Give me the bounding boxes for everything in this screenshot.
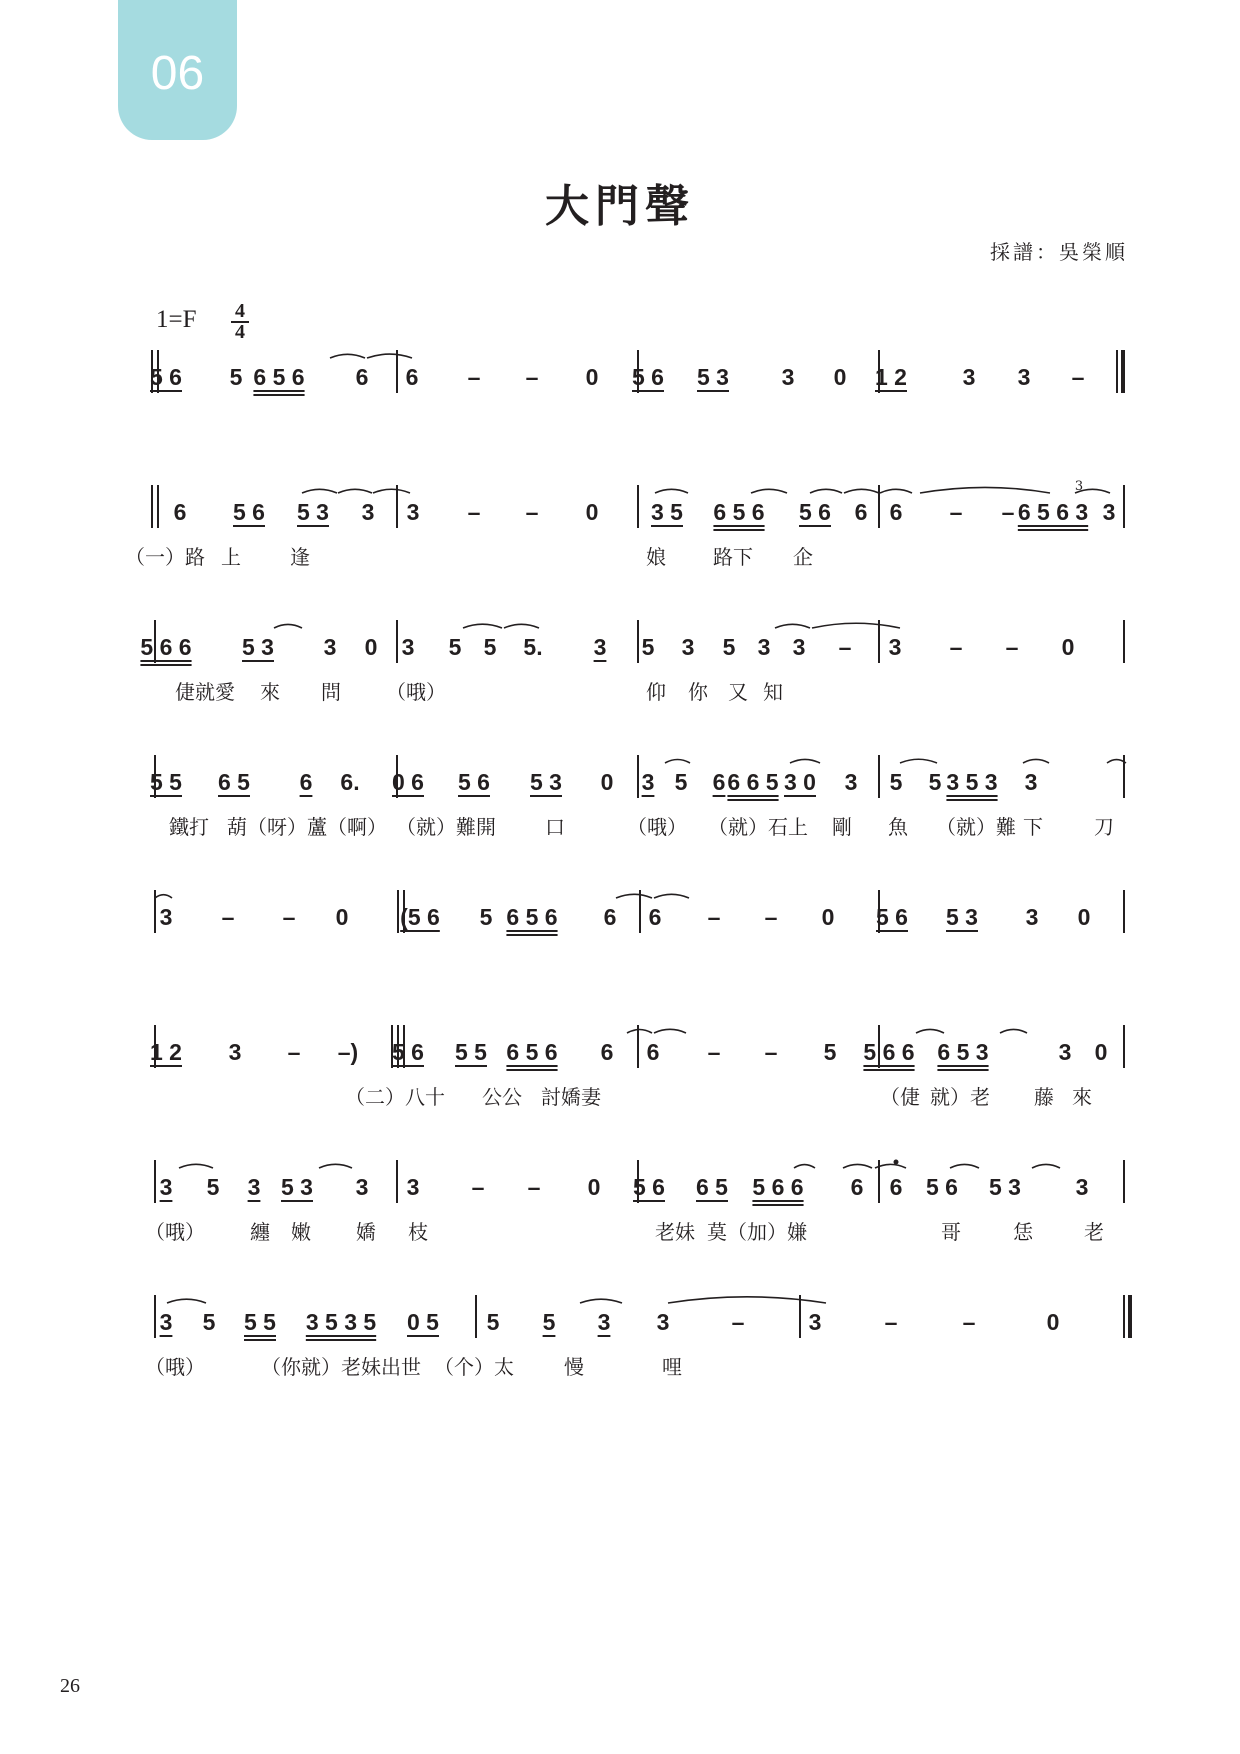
note-group: 3 xyxy=(159,1174,173,1200)
lyric-syllable: （就）難開 xyxy=(396,815,496,839)
note-group: 3 xyxy=(844,769,858,795)
note-group: 6 5 6 xyxy=(506,904,558,930)
slur xyxy=(504,624,539,628)
note-group: 3 xyxy=(1024,769,1038,795)
note-group: 3 xyxy=(1102,499,1116,525)
note-group: 3 xyxy=(1058,1039,1072,1065)
note-group: – xyxy=(1005,634,1019,660)
note-group: – xyxy=(527,1174,541,1200)
note-group: 5 xyxy=(889,769,903,795)
lyric-syllable: 逢 xyxy=(290,545,310,569)
note-group: 5 6 6 xyxy=(752,1174,804,1200)
transcriber-credit: 採譜：吳榮順 xyxy=(990,240,1128,264)
lyric-syllable: （就）難 xyxy=(936,815,1016,839)
slur xyxy=(844,489,879,493)
lyric-groups xyxy=(125,545,1114,1379)
lyric-syllable: 哩 xyxy=(662,1355,682,1379)
slur xyxy=(319,1164,352,1168)
note-group: – xyxy=(467,364,481,390)
note-group: 5 xyxy=(202,1309,216,1335)
note-group: 6 5 6 xyxy=(713,499,765,525)
lyric-syllable: 倢就愛 xyxy=(175,680,235,704)
note-group: 6 xyxy=(405,364,419,390)
slur xyxy=(751,489,787,493)
note-group: 0 xyxy=(1094,1039,1108,1065)
note-group: – xyxy=(1071,364,1085,390)
note-group: 5. xyxy=(523,634,543,660)
time-signature-top: 4 xyxy=(235,300,245,322)
note-group: 3 xyxy=(641,769,655,795)
lyric-syllable: 恁 xyxy=(1013,1220,1033,1244)
notation-groups xyxy=(140,364,1115,1335)
note-group: 5 6 xyxy=(150,364,182,390)
lyric-syllable: 嬌 xyxy=(356,1220,376,1244)
note-group: 3 5 3 xyxy=(946,769,998,795)
slur xyxy=(302,489,337,493)
note-group: 3 xyxy=(656,1309,670,1335)
lyric-syllable: 莫（加）嫌 xyxy=(707,1220,807,1244)
note-group: – xyxy=(962,1309,976,1335)
fermata-dot xyxy=(894,1160,899,1165)
slur xyxy=(950,1164,979,1168)
note-group: 5 xyxy=(479,904,493,930)
note-group: 3 xyxy=(361,499,375,525)
note-group: – xyxy=(525,364,539,390)
note-group: – xyxy=(949,634,963,660)
note-group: 3 xyxy=(159,1309,173,1335)
slur xyxy=(900,759,937,763)
slur xyxy=(812,623,900,628)
lyric-syllable: 又 xyxy=(728,680,748,704)
note-group: 6 xyxy=(854,499,868,525)
lyric-syllable: 問 xyxy=(321,680,341,704)
note-group: 6 xyxy=(355,364,369,390)
note-group: – xyxy=(764,1039,778,1065)
lyric-syllable: 上 xyxy=(221,545,241,569)
note-group: 5 xyxy=(448,634,462,660)
note-group: 6 xyxy=(600,1039,614,1065)
note-group: – xyxy=(1001,499,1015,525)
note-group: – xyxy=(467,499,481,525)
slur xyxy=(654,1029,686,1033)
lyric-syllable: 企 xyxy=(793,545,813,569)
note-group: –) xyxy=(337,1039,359,1065)
note-group: – xyxy=(731,1309,745,1335)
note-group: 3 5 3 5 xyxy=(305,1309,377,1335)
slur xyxy=(668,1297,826,1303)
note-group: 5 xyxy=(229,364,243,390)
slur xyxy=(167,1299,206,1303)
note-group: 0 xyxy=(585,364,599,390)
slur xyxy=(373,489,410,493)
note-group: – xyxy=(471,1174,485,1200)
lyric-syllable: 鐵打 xyxy=(169,815,209,839)
lyric-syllable: 知 xyxy=(763,680,783,704)
slur xyxy=(775,624,810,628)
note-group: 6 5 6 xyxy=(506,1039,558,1065)
note-group: 0 xyxy=(821,904,835,930)
lyric-syllable: 娘 xyxy=(646,545,666,569)
note-group: 3 xyxy=(355,1174,369,1200)
note-group: 3 xyxy=(593,634,607,660)
note-group: 0 xyxy=(1046,1309,1060,1335)
note-group: 6 5 xyxy=(218,769,250,795)
lyric-syllable: （哦） xyxy=(145,1355,205,1379)
lyric-syllable: 哥 xyxy=(941,1220,961,1244)
lyric-syllable: 你 xyxy=(688,680,708,704)
note-group: 3 0 xyxy=(784,769,816,795)
note-group: 3 xyxy=(597,1309,611,1335)
note-group: 5 6 xyxy=(876,904,908,930)
note-group: 3 xyxy=(962,364,976,390)
lyric-syllable: （哦） xyxy=(145,1220,205,1244)
lyric-syllable: 路下 xyxy=(713,545,753,569)
note-group: 3 xyxy=(781,364,795,390)
lyric-syllable: 就）老 xyxy=(930,1085,990,1109)
note-group: 3 5 xyxy=(651,499,683,525)
note-group: 3 xyxy=(1075,1174,1089,1200)
lyric-syllable: 口 xyxy=(545,815,565,839)
note-group: 0 xyxy=(1077,904,1091,930)
note-group: 5 xyxy=(674,769,688,795)
note-group: 5 3 xyxy=(297,499,329,525)
note-group: – xyxy=(525,499,539,525)
lyric-syllable: （就）石上 xyxy=(708,815,808,839)
lyric-syllable: 下 xyxy=(1023,815,1043,839)
note-group: 6 xyxy=(299,769,313,795)
slur xyxy=(155,895,172,898)
time-signature-bottom: 4 xyxy=(235,321,245,343)
slur xyxy=(463,624,502,628)
slur xyxy=(810,489,842,493)
lyric-syllable: 剛 xyxy=(832,815,852,839)
note-group: 3 xyxy=(757,634,771,660)
note-group: 6 5 6 3 xyxy=(1017,499,1089,525)
note-group: 5 xyxy=(486,1309,500,1335)
lyric-syllable: 公公 xyxy=(482,1085,522,1109)
note-group: 6 xyxy=(173,499,187,525)
note-group: 3 xyxy=(1025,904,1039,930)
slur xyxy=(274,624,302,628)
note-group: 6 xyxy=(648,904,662,930)
slur xyxy=(330,354,365,358)
lyric-syllable: 魚 xyxy=(888,815,908,839)
note-group: 6 xyxy=(850,1174,864,1200)
slur xyxy=(580,1299,622,1303)
note-group: 1 2 xyxy=(150,1039,182,1065)
slur xyxy=(338,489,372,493)
slur xyxy=(665,760,690,764)
slur xyxy=(655,489,688,493)
note-group: 0 xyxy=(364,634,378,660)
note-group: – xyxy=(884,1309,898,1335)
note-group: 5 xyxy=(483,634,497,660)
triplet-mark: 3 xyxy=(1074,479,1084,494)
note-group: – xyxy=(838,634,852,660)
note-group: 6 xyxy=(712,769,726,795)
note-group: 3 xyxy=(159,904,173,930)
lyric-syllable: 藤 xyxy=(1034,1085,1054,1109)
lyric-syllable: 葫（呀）蘆（啊） xyxy=(227,815,387,839)
lyric-syllable: 討嬌妻 xyxy=(541,1085,601,1109)
note-group: – xyxy=(287,1039,301,1065)
note-group: – xyxy=(707,904,721,930)
note-group: 5 6 xyxy=(632,364,664,390)
note-group: 5 3 xyxy=(530,769,562,795)
slur xyxy=(794,1165,815,1168)
note-group: 5 6 6 xyxy=(863,1039,915,1065)
note-group: 0 xyxy=(587,1174,601,1200)
lyric-syllable: 老妹 xyxy=(655,1220,695,1244)
lyric-syllable: （你就）老妹出世 xyxy=(261,1355,421,1379)
note-group: 3 xyxy=(406,1174,420,1200)
note-group: 6 xyxy=(889,499,903,525)
slur xyxy=(916,1029,944,1033)
lyric-syllable: （二）八十 xyxy=(345,1085,445,1109)
note-group: 3 xyxy=(808,1309,822,1335)
section-number: 06 xyxy=(150,47,205,100)
note-group: 3 xyxy=(792,634,806,660)
slur xyxy=(880,489,912,493)
note-group: 6. xyxy=(340,769,360,795)
lyric-syllable: （倢 xyxy=(880,1085,920,1109)
lyric-syllable: 枝 xyxy=(408,1220,428,1244)
slur xyxy=(179,1164,213,1168)
note-group: 5 3 xyxy=(946,904,978,930)
lyric-syllable: 來 xyxy=(260,680,280,704)
note-group: 5 3 xyxy=(281,1174,313,1200)
note-group: 6 5 3 xyxy=(937,1039,989,1065)
lyric-syllable: 仰 xyxy=(646,680,666,704)
note-group: 3 xyxy=(401,634,415,660)
note-group: – xyxy=(949,499,963,525)
slur xyxy=(790,759,820,763)
note-group: 5 xyxy=(641,634,655,660)
note-group: 5 6 xyxy=(926,1174,958,1200)
lyric-syllable: 來 xyxy=(1072,1085,1092,1109)
note-group: 6 5 xyxy=(696,1174,728,1200)
note-group: 3 xyxy=(228,1039,242,1065)
note-group: (5 6 xyxy=(400,904,440,930)
note-group: 5 3 xyxy=(242,634,274,660)
slur xyxy=(627,1030,652,1034)
slur xyxy=(1023,759,1049,763)
note-group: 3 xyxy=(681,634,695,660)
note-group: 0 6 xyxy=(392,769,424,795)
note-group: – xyxy=(764,904,778,930)
lyric-syllable: 纏 xyxy=(250,1220,270,1244)
note-group: 5 6 6 xyxy=(140,634,192,660)
slur xyxy=(1000,1029,1027,1033)
note-group: 6 6 5 xyxy=(727,769,779,795)
note-group: 5 6 xyxy=(233,499,265,525)
note-group: 0 xyxy=(585,499,599,525)
note-group: 5 5 xyxy=(150,769,182,795)
slur xyxy=(843,1164,872,1168)
lyric-syllable: （个）太 xyxy=(434,1355,514,1379)
note-group: 5 xyxy=(542,1309,556,1335)
slur xyxy=(616,894,652,898)
slur xyxy=(367,354,412,358)
note-group: 5 xyxy=(206,1174,220,1200)
lyric-syllable: 慢 xyxy=(564,1355,584,1379)
note-group: 6 5 6 xyxy=(253,364,305,390)
note-group: 0 xyxy=(1061,634,1075,660)
note-group: 1 2 xyxy=(875,364,907,390)
note-group: 0 xyxy=(833,364,847,390)
note-group: 5 5 xyxy=(244,1309,276,1335)
note-group: 3 xyxy=(247,1174,261,1200)
song-title: 大門聲 xyxy=(545,181,695,232)
note-group: 6 xyxy=(646,1039,660,1065)
lyric-syllable: 嫩 xyxy=(291,1220,311,1244)
note-group: 3 xyxy=(888,634,902,660)
note-group: – xyxy=(707,1039,721,1065)
note-group: – xyxy=(282,904,296,930)
note-group: 3 xyxy=(406,499,420,525)
note-group: 0 xyxy=(335,904,349,930)
slur xyxy=(1032,1164,1060,1168)
page-number: 26 xyxy=(60,1675,80,1697)
note-group: – xyxy=(221,904,235,930)
lyric-syllable: 刀 xyxy=(1094,815,1114,839)
lyric-syllable: （一）路 xyxy=(125,545,205,569)
note-group: 5 6 xyxy=(458,769,490,795)
lyric-syllable: （哦） xyxy=(627,815,687,839)
note-group: 5 6 xyxy=(392,1039,424,1065)
note-group: 5 3 xyxy=(697,364,729,390)
note-group: 5 xyxy=(823,1039,837,1065)
note-group: 5 6 xyxy=(633,1174,665,1200)
note-group: 3 xyxy=(323,634,337,660)
lyric-syllable: （哦） xyxy=(386,680,446,704)
slur xyxy=(654,894,689,898)
lyric-syllable: 老 xyxy=(1084,1220,1104,1244)
note-group: 5 3 xyxy=(989,1174,1021,1200)
note-group: 5 xyxy=(722,634,736,660)
note-group: 0 xyxy=(600,769,614,795)
note-group: 5 xyxy=(928,769,942,795)
note-group: 6 xyxy=(889,1174,903,1200)
note-group: 5 6 xyxy=(799,499,831,525)
key-signature: 1=F xyxy=(156,306,197,333)
slur xyxy=(920,487,1050,493)
note-group: 5 5 xyxy=(455,1039,487,1065)
note-group: 6 xyxy=(603,904,617,930)
note-group: 3 xyxy=(1017,364,1031,390)
note-group: 0 5 xyxy=(407,1309,439,1335)
